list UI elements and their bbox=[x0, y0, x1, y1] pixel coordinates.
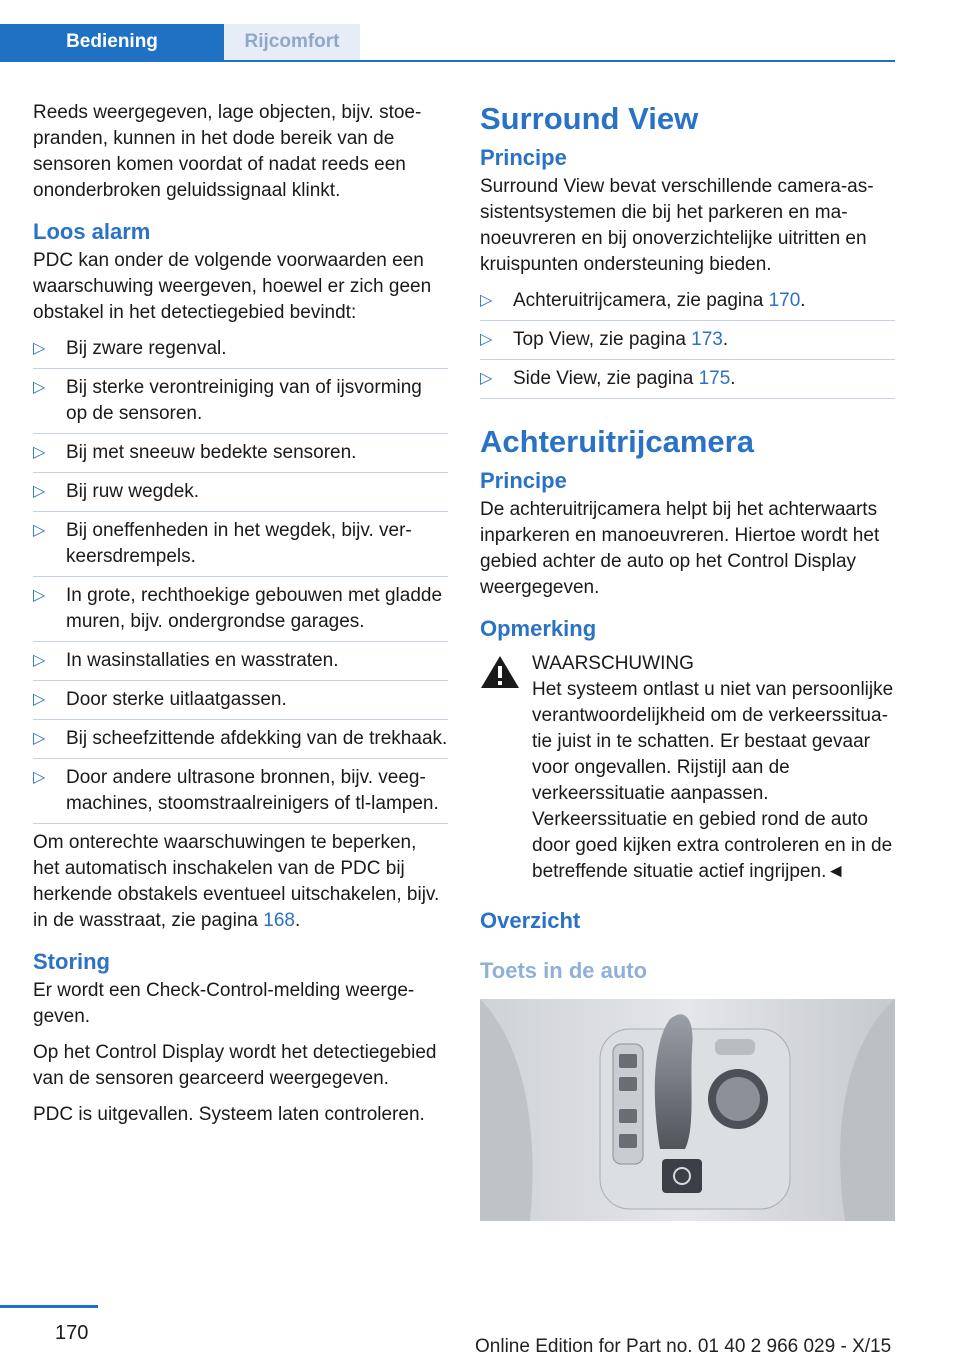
bullet-triangle-icon: ▷ bbox=[33, 379, 46, 396]
bullet-triangle-icon: ▷ bbox=[480, 370, 493, 387]
bullet-triangle-icon: ▷ bbox=[480, 292, 493, 309]
toets-heading: Toets in de auto bbox=[480, 958, 648, 983]
page-link[interactable]: 173 bbox=[691, 329, 723, 350]
tab-rijcomfort[interactable]: Rijcomfort bbox=[224, 24, 360, 60]
list-item bbox=[33, 518, 448, 577]
loos-alarm-text: PDC kan onder de volgende voorwaarden een waarschuwing weergeven, hoewel er zich geen obstakel in het detectiegebied bevindt: bbox=[33, 250, 432, 323]
opmerking-heading: Opmerking bbox=[480, 616, 597, 641]
bullet-triangle-icon: ▷ bbox=[33, 652, 46, 669]
list-item bbox=[33, 765, 448, 824]
header-divider bbox=[0, 60, 895, 62]
bullet-triangle-icon: ▷ bbox=[33, 522, 46, 539]
intro-paragraph: Reeds weergegeven, lage objecten, bijv. stoepranden, kunnen in het dode bereik van de sensoren komen voordat of nadat reeds een ononderbroken geluidssignaal klinkt. bbox=[33, 102, 422, 201]
tab-bediening[interactable]: Bediening bbox=[0, 24, 224, 60]
bullet-triangle-icon: ▷ bbox=[33, 444, 46, 461]
right-column bbox=[480, 100, 895, 1229]
list-item bbox=[33, 726, 448, 759]
overzicht-heading: Overzicht bbox=[480, 908, 581, 933]
list-item bbox=[33, 648, 448, 681]
page-link[interactable]: 170 bbox=[768, 290, 801, 311]
list-item-text: Top View, zie pagina bbox=[513, 329, 692, 350]
warning-text: Het systeem ontlast u niet van persoonlijke verantwoordelijkheid om de verkeerssituatie juist in te schatten. Er bestaat gevaar voor ongevallen. Rijstijl aan de verkeerssituatie aanpassen. Verkeerssituatie en gebied rond de auto door goed kijken extra controleren en in de betreffende situatie actief ingrijpen.◄ bbox=[532, 679, 894, 882]
outro-text: Om onterechte waarschuwingen te beperken, het automatisch inschakelen van de PDC bij herkende obstakels eventueel uitschakelen, bijv. in de wasstraat, zie pagina bbox=[33, 832, 440, 931]
list-item bbox=[33, 687, 448, 720]
list-item-text: Side View, zie pagina bbox=[513, 368, 699, 389]
surround-view-principe-heading: Principe bbox=[480, 145, 567, 170]
list-item-text: In wasinstallaties en wasstraten. bbox=[66, 650, 339, 671]
achteruitrijcamera-title: Achteruitrijcamera bbox=[480, 424, 754, 459]
achteruitrijcamera-text: De achteruitrijcamera helpt bij het achterwaarts inparkeren en manoeuvreren. Hiertoe wordt het gebied achter de auto op het Control Display weergegeven. bbox=[480, 499, 880, 598]
list-item-text: Bij met sneeuw bedekte sensoren. bbox=[66, 442, 357, 463]
list-item bbox=[33, 440, 448, 473]
bullet-triangle-icon: ▷ bbox=[33, 483, 46, 500]
bullet-triangle-icon: ▷ bbox=[33, 691, 46, 708]
list-item-text: Bij ruw wegdek. bbox=[66, 481, 200, 502]
list-item: ▷ Top View, zie pagina 173. bbox=[480, 327, 895, 360]
header-tabs bbox=[0, 0, 895, 62]
warning-title: WAARSCHUWING bbox=[532, 653, 694, 674]
list-item-text: In grote, rechthoekige gebouwen met gladde muren, bijv. ondergrondse garages. bbox=[66, 585, 443, 632]
surround-view-text: Surround View bevat verschillende camera-assistentsystemen die bij het parkeren en manoeuvreren en bij onoverzichtelijke uitritten en kruispunten ondersteuning bieden. bbox=[480, 176, 874, 275]
edition-text: Online Edition for Part no. 01 40 2 966 029 - X/15 bbox=[475, 1336, 892, 1357]
surround-view-title: Surround View bbox=[480, 101, 699, 136]
bullet-triangle-icon: ▷ bbox=[480, 331, 493, 348]
list-item bbox=[33, 375, 448, 434]
page-number: 170 bbox=[55, 1322, 89, 1344]
footer-divider bbox=[0, 1305, 98, 1308]
bullet-triangle-icon: ▷ bbox=[33, 340, 46, 357]
page-link-168[interactable]: 168 bbox=[263, 910, 295, 931]
list-item: ▷ Side View, zie pagina 175. bbox=[480, 366, 895, 399]
left-column bbox=[33, 100, 448, 1138]
bullet-triangle-icon: ▷ bbox=[33, 730, 46, 747]
list-item-text: Door sterke uitlaatgassen. bbox=[66, 689, 287, 710]
list-item bbox=[33, 583, 448, 642]
storing-heading: Storing bbox=[33, 949, 110, 974]
list-item-text: Achteruitrijcamera, zie pagina bbox=[513, 290, 769, 311]
storing-text-2: Op het Control Display wordt het detectiegebied van de sensoren gearceerd weergegeven. bbox=[33, 1042, 437, 1089]
center-console-photo bbox=[480, 999, 895, 1221]
list-item-text: Bij oneffenheden in het wegdek, bijv. verkeersdrempels. bbox=[66, 520, 412, 567]
list-item-text: Door andere ultrasone bronnen, bijv. veegmachines, stoomstraalreinigers of tl-lampen. bbox=[66, 767, 439, 814]
loos-alarm-heading: Loos alarm bbox=[33, 219, 151, 244]
outro-paragraph: Om onterechte waarschuwingen te beperken, het automatisch inschakelen van de PDC bij herkende obstakels eventueel uitschakelen, bijv. in de wasstraat, zie pagina 168. bbox=[33, 832, 440, 931]
storing-text-1: Er wordt een Check-Control-melding weergegeven. bbox=[33, 980, 415, 1027]
list-item bbox=[33, 479, 448, 512]
list-item: ▷ Achteruitrijcamera, zie pagina 170. bbox=[480, 288, 895, 321]
list-item-text: Bij scheefzittende afdekking van de trekhaak. bbox=[66, 728, 448, 749]
bullet-triangle-icon: ▷ bbox=[33, 587, 46, 604]
loos-alarm-list bbox=[33, 336, 448, 824]
list-item-text: Bij zware regenval. bbox=[66, 338, 227, 359]
list-item-text: Bij sterke verontreiniging van of ijsvorming op de sensoren. bbox=[66, 377, 422, 424]
warning-triangle-icon bbox=[480, 655, 520, 689]
bullet-triangle-icon: ▷ bbox=[33, 769, 46, 786]
list-item bbox=[33, 336, 448, 369]
warning-block bbox=[480, 651, 895, 885]
page-link[interactable]: 175 bbox=[698, 368, 731, 389]
storing-text-3: PDC is uitgevallen. Systeem laten controleren. bbox=[33, 1104, 425, 1125]
achteruitrijcamera-principe-heading: Principe bbox=[480, 468, 567, 493]
surround-view-list bbox=[480, 288, 895, 399]
